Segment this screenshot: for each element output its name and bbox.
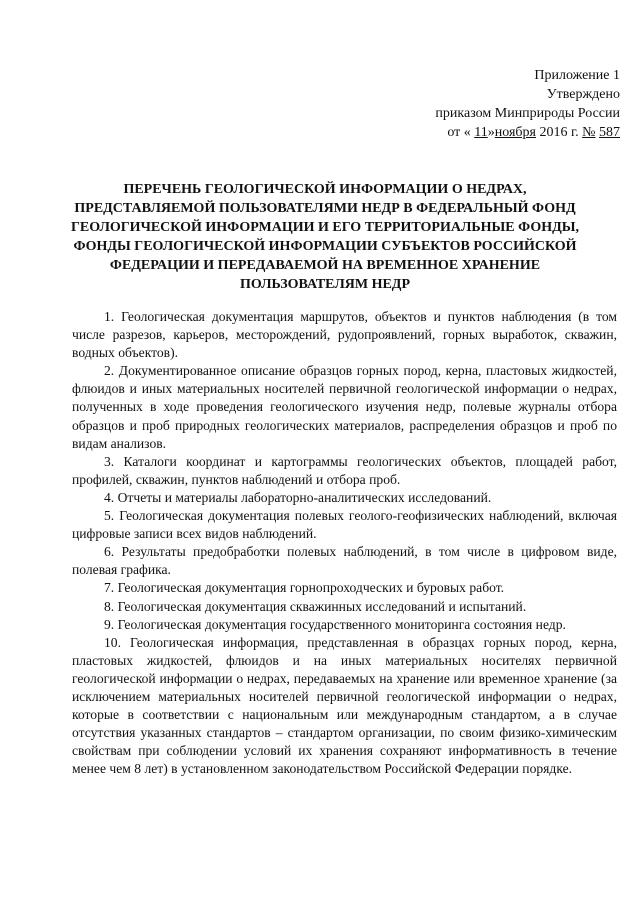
order-date-line: [320, 123, 620, 142]
approved-label: Утверждено: [546, 87, 620, 102]
list-item: 8. Геологическая документация скважинных исследований и испытаний.: [104, 598, 527, 614]
document-title: [40, 180, 610, 294]
list-item: 2. Документированное описание образцов горных пород, керна, пластовых жидкостей, флюидов и иных материальных носителей первичной геологической информации о недрах, полученных в ходе проведения геологического изучения недр, полевые журналы отбора образцов и проб природных геологических материалов, распределения образцов и проб по видам анализов.: [72, 363, 617, 451]
list-item: 4. Отчеты и материалы лабораторно-аналитических исследований.: [104, 489, 492, 505]
order-number: 587: [599, 125, 620, 140]
title-line: ФЕДЕРАЦИИ И ПЕРЕДАВАЕМОЙ НА ВРЕМЕННОЕ ХРАНЕНИЕ: [109, 258, 541, 273]
list-item: 6. Результаты предобработки полевых наблюдений, в том числе в цифровом виде, полевая графика.: [72, 544, 617, 578]
list-item: 9. Геологическая документация государственного мониторинга состояния недр.: [104, 616, 566, 632]
document-body: [72, 308, 617, 778]
date-quote-close: »: [487, 125, 495, 140]
list-item: 10. Геологическая информация, представленная в образцах горных пород, керна, пластовых жидкостей, флюидов и на иных материальных носителях первичной геологической информации о недрах, передаваемых на хранение или временное хранение (за исключением материальных носителей первичной геологической информации о недрах, которые в соответствии с национальным или международным стандартом, а в случае отсутствия указанных стандартов – стандартом организации, по своим физико-химическим свойствам при соблюдении условий их хранения сохраняют информативность в течение менее чем 8 лет) в установленном законодательством Российской Федерации порядке.: [72, 634, 617, 777]
title-line: ПРЕДСТАВЛЯЕМОЙ ПОЛЬЗОВАТЕЛЯМИ НЕДР В ФЕДЕРАЛЬНЫЙ ФОНД: [74, 201, 576, 216]
title-line: ГЕОЛОГИЧЕСКОЙ ИНФОРМАЦИИ И ЕГО ТЕРРИТОРИАЛЬНЫЕ ФОНДЫ,: [71, 220, 579, 235]
list-item: 3. Каталоги координат и картограммы геологических объектов, площадей работ, профилей, скважин, пунктов наблюдений и отбора проб.: [72, 453, 617, 487]
title-line: ФОНДЫ ГЕОЛОГИЧЕСКОЙ ИНФОРМАЦИИ СУБЪЕКТОВ РОССИЙСКОЙ: [73, 239, 577, 254]
approval-header: [320, 66, 620, 142]
date-prefix: от «: [447, 125, 471, 140]
title-line: ПЕРЕЧЕНЬ ГЕОЛОГИЧЕСКОЙ ИНФОРМАЦИИ О НЕДРАХ,: [123, 182, 527, 197]
list-item: 1. Геологическая документация маршрутов, объектов и пунктов наблюдения (в том числе разрезов, карьеров, месторождений, рудопроявлений, горных выработок, скважин, водных объектов).: [72, 309, 617, 361]
date-month: ноября: [494, 125, 536, 140]
appendix-label: Приложение 1: [534, 68, 620, 83]
title-line: ПОЛЬЗОВАТЕЛЯМ НЕДР: [239, 277, 410, 292]
order-label: приказом Минприроды России: [435, 106, 620, 121]
list-item: 7. Геологическая документация горнопроходческих и буровых работ.: [104, 580, 505, 596]
date-day: 11: [474, 125, 488, 140]
date-year: 2016 г.: [539, 125, 579, 140]
order-number-sign: №: [582, 125, 596, 140]
list-item: 5. Геологическая документация полевых геолого-геофизических наблюдений, включая цифровые записи всех видов наблюдений.: [72, 508, 617, 542]
